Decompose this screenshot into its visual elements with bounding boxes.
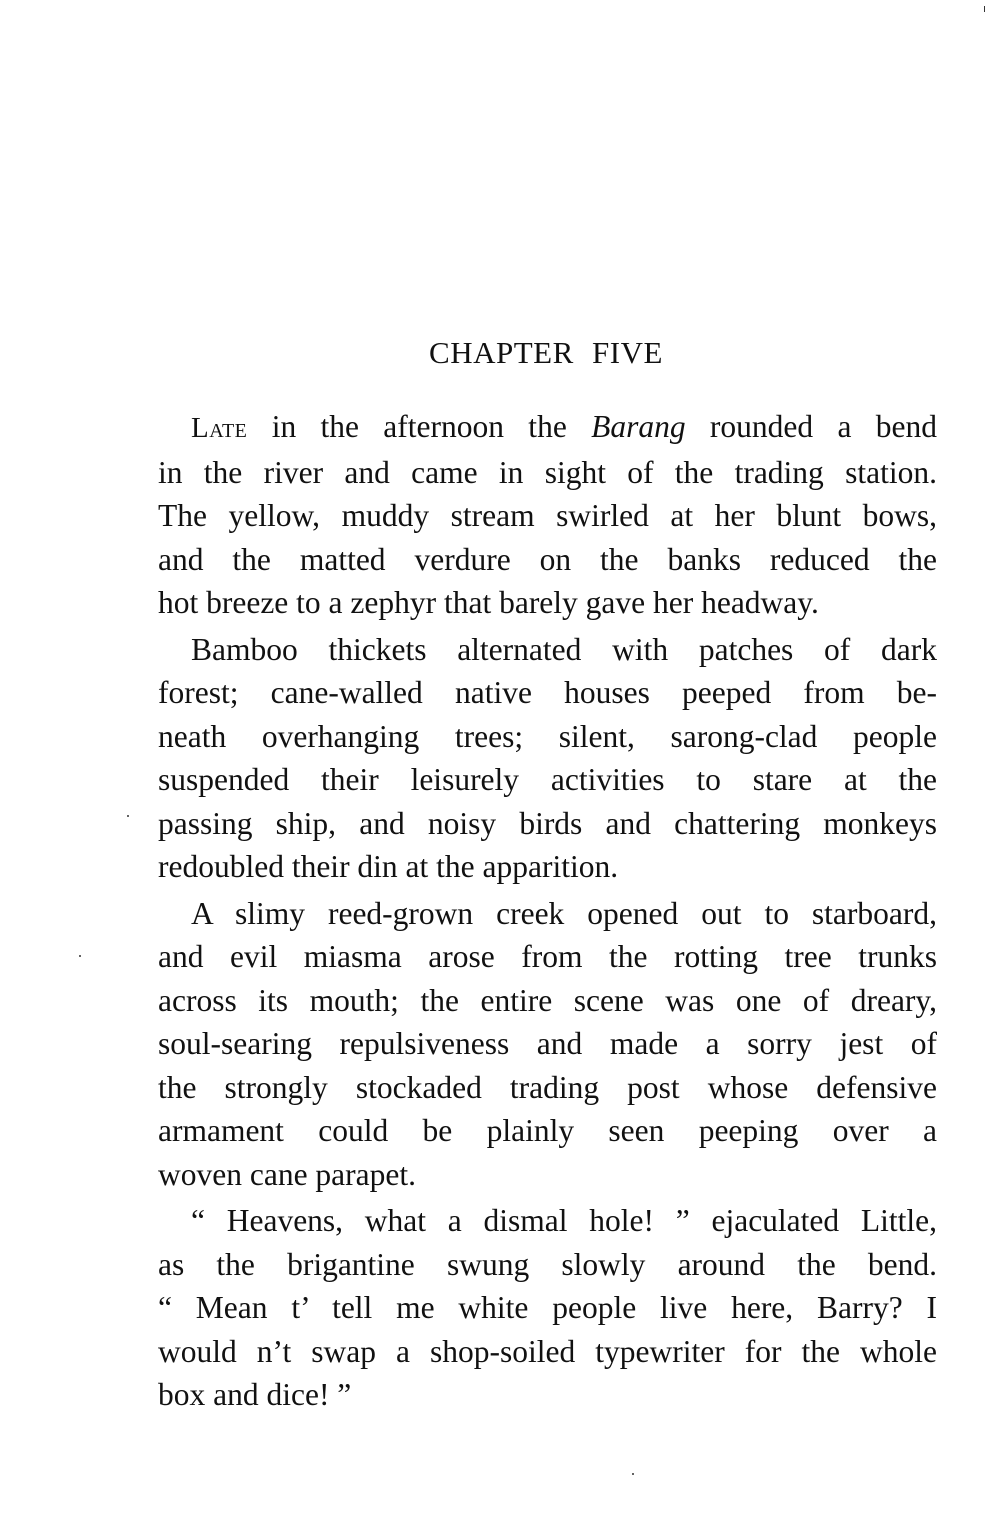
text-line: soul-searing repulsiveness and made a sorry jest of — [158, 1026, 937, 1061]
paragraph — [158, 628, 937, 889]
text-line: in the river and came in sight of the trading station. — [158, 454, 937, 490]
text-line: the strongly stockaded trading post whose defensive — [158, 1069, 937, 1105]
text-line: A slimy reed-grown creek opened out to starboard, — [191, 895, 937, 931]
ship-name: Barang — [591, 409, 686, 444]
paragraph — [158, 1199, 937, 1417]
text-line: and the matted verdure on the banks reduced the — [158, 541, 937, 577]
text-line: hot breeze to a zephyr that barely gave her headway. — [158, 585, 819, 620]
paragraph — [158, 892, 937, 1197]
text-run: in the afternoon the — [247, 409, 592, 444]
chapter-body — [158, 405, 937, 1420]
text-line: and evil miasma arose from the rotting tree trunks — [158, 939, 937, 974]
text-line: box and dice! ” — [158, 1377, 352, 1412]
text-line: neath overhanging trees; silent, sarong-clad people — [158, 718, 937, 754]
text-line: forest; cane-walled native houses peeped from be- — [158, 675, 937, 710]
paragraph — [158, 405, 937, 625]
text-line: “ Heavens, what a dismal hole! ” ejaculated Little, — [191, 1203, 937, 1238]
text-run: rounded a bend — [685, 409, 937, 444]
text-line: as the brigantine swung slowly around the bend. — [158, 1246, 937, 1282]
scan-speck — [127, 815, 129, 817]
chapter-heading: CHAPTER FIVE — [429, 335, 663, 370]
scan-speck — [79, 955, 81, 957]
text-line: The yellow, muddy stream swirled at her blunt bows, — [158, 498, 937, 533]
text-line: passing ship, and noisy birds and chattering monkeys — [158, 805, 937, 841]
text-line: would n’t swap a shop-soiled typewriter for the whole — [158, 1333, 937, 1369]
opening-word: Late — [191, 412, 248, 444]
text-line: across its mouth; the entire scene was one of dreary, — [158, 982, 937, 1018]
text-line: armament could be plainly seen peeping over a — [158, 1113, 937, 1148]
text-line: woven cane parapet. — [158, 1156, 416, 1192]
text-line: Bamboo thickets alternated with patches of dark — [191, 631, 937, 667]
text-line: redoubled their din at the apparition. — [158, 849, 619, 884]
scan-speck — [632, 1473, 634, 1475]
text-line — [158, 405, 937, 451]
scan-speck — [984, 6, 985, 12]
text-line: suspended their leisurely activities to stare at the — [158, 762, 937, 797]
text-line: “ Mean t’ tell me white people live here, Barry? I — [158, 1290, 937, 1325]
